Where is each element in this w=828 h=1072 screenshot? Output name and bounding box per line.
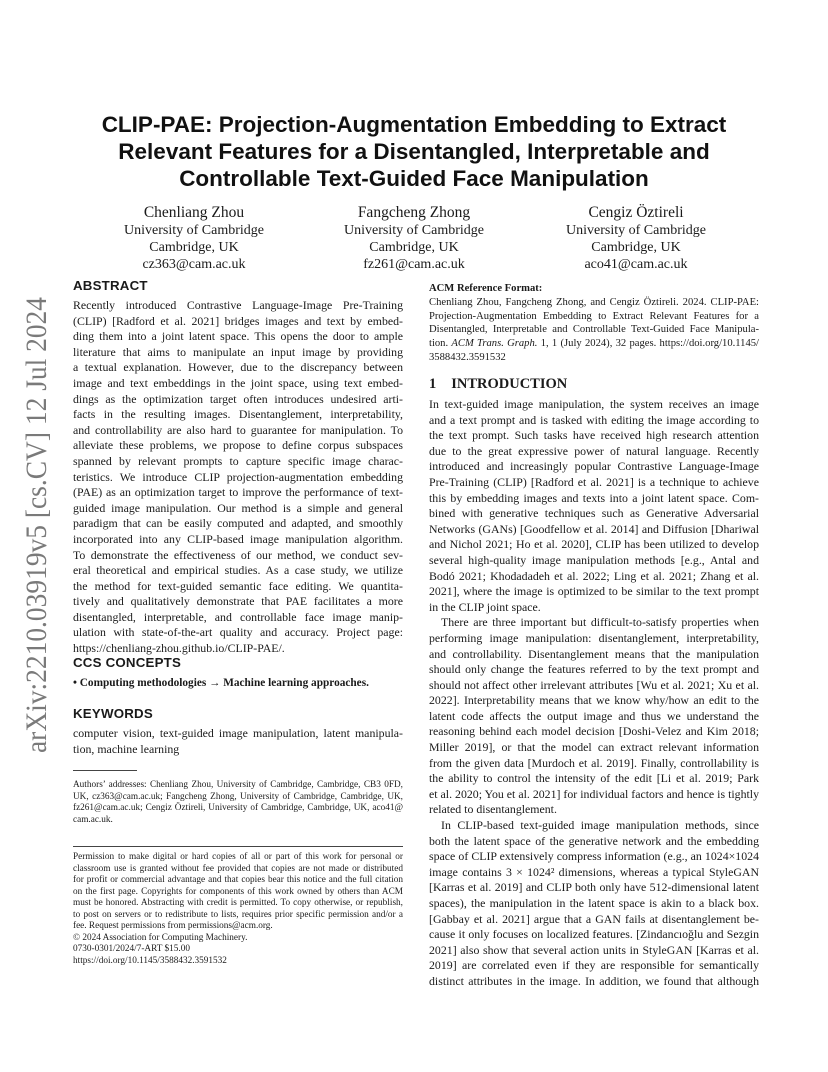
keywords-line: computer vision, text-guided image manipulation, latent manipula-: [73, 726, 403, 740]
abstract-line: and controllability are also hard to guarantee for manipulation. To: [73, 422, 403, 437]
abstract-line: facts in the resulting images. Disentanglement, interpretability,: [73, 407, 403, 422]
author-name: Fangcheng Zhong: [357, 204, 471, 221]
address-line: fz261@cam.ac.uk; Cengiz Öztireli, University of Cambridge, Cambridge, UK, aco41@: [73, 803, 403, 813]
intro-line: In text-guided image manipulation, the system receives an image: [429, 397, 759, 411]
abstract-line: (PAE) as an optimization target to improve the performance of text-: [73, 485, 403, 500]
acm-ref-doi-link[interactable]: 3588432.3591532: [429, 351, 506, 363]
abstract-line: guided image manipulation. Our method is a simple and general: [73, 500, 403, 515]
arxiv-id: arXiv:2210.03919v5 [cs.CV] 12 Jul 2024: [20, 295, 53, 753]
abstract-line: paradigm that can be easily computed and adapted, and smoothly: [73, 516, 403, 531]
title-line: Relevant Features for a Disentangled, Interpretable and: [118, 139, 710, 164]
permission-line: to post on servers or to redistribute to lists, requires prior specific permission and/or a: [73, 909, 403, 920]
intro-line: latent code affects the output image and thus we understand the: [429, 708, 759, 723]
intro-line: several high-quality image manipulation methods [e.g., Antal and: [429, 552, 759, 567]
abstract-line: Recently introduced Contrastive Language-Image Pre-Training: [73, 298, 403, 312]
author-block: [74, 203, 314, 273]
intro-line: related to disentanglement.: [429, 802, 557, 817]
author-affiliation: University of Cambridge: [124, 223, 264, 238]
address-line: UK, cz363@cam.ac.uk; Fangcheng Zhong, University of Cambridge, Cambridge, UK,: [73, 791, 403, 802]
keywords-heading: KEYWORDS: [73, 706, 153, 721]
intro-line: in the CLIP joint space.: [429, 599, 541, 614]
intro-line: 2021], where the image is optimized to be similar to the text prompt: [429, 584, 759, 599]
permission-notice: [73, 852, 403, 967]
arxiv-stamp: [8, 295, 60, 755]
author-location: Cambridge, UK: [591, 240, 681, 255]
acm-ref-text: 1, 1 (July 2024), 32 pages. https://doi.org/10.1145/: [537, 338, 760, 350]
intro-line: spaces), the manipulation in the latent space is akin to a black box.: [429, 896, 759, 910]
author-location: Cambridge, UK: [149, 240, 239, 255]
acm-ref-line: Disentangled, Interpretable and Controllable Text-Guided Face Manipula-: [429, 324, 759, 336]
acm-ref-line: Chenliang Zhou, Fangcheng Zhong, and Cengiz Öztireli. 2024. CLIP-PAE:: [429, 296, 759, 308]
intro-line: and Nichol 2021; Ho et al. 2020], CLIP has been utilized to develop: [429, 537, 759, 552]
intro-heading: [429, 377, 759, 393]
section-number: 1: [429, 376, 437, 392]
intro-line: should only change the features referred to by the text prompt and: [429, 662, 759, 677]
abstract-line: spanned by relevant prompts to capture specific image charac-: [73, 453, 403, 468]
abstract-heading: ABSTRACT: [73, 278, 148, 293]
intro-line: introduced and increasingly popular Contrastive Language-Image: [429, 459, 759, 474]
abstract-line: tively and qualitatively demonstrate that PAE facilitates a more: [73, 594, 403, 609]
abstract-line: disentangled, interpretable, and controllable face image manip-: [73, 609, 403, 624]
author-email[interactable]: cz363@cam.ac.uk: [142, 257, 246, 272]
section-title: INTRODUCTION: [451, 376, 568, 392]
intro-line: cause it only focuses on localized features. [Zindancıoğlu and Sezgin: [429, 927, 759, 942]
intro-line: should not affect other irrelevant attributes [Wu et al. 2021; Xu et al.: [429, 677, 759, 692]
paper-title: [70, 111, 758, 192]
intro-line: and controllability. Disentanglement means that the manipulation: [429, 646, 759, 661]
address-line: Authors’ addresses: Chenliang Zhou, University of Cambridge, Cambridge, CB3 0FD,: [73, 780, 403, 790]
intro-line: There are three important but difficult-to-satisfy properties when: [441, 615, 759, 630]
intro-line: Miller 2019], or that the model can extract relevant information: [429, 740, 759, 755]
abstract-line: To demonstrate the effectiveness of our method, we conduct sev-: [73, 547, 403, 562]
doi-link[interactable]: https://doi.org/10.1145/3588432.3591532: [73, 955, 227, 966]
acm-ref-line: [429, 337, 759, 351]
address-line: cam.ac.uk.: [73, 814, 113, 825]
intro-line: due to the great expressive power of natural language. Recently: [429, 443, 759, 458]
abstract-line: dings as the optimization target often introduces undesired arti-: [73, 391, 403, 406]
author-block: [516, 203, 756, 273]
intro-line: Pre-Training (CLIP) [Radford et al. 2021] is a technique to achieve: [429, 474, 759, 489]
abstract-line: a textual explanation. However, due to the discrepancy between: [73, 360, 403, 375]
abstract-line: incorporated into any CLIP-based image manipulation algorithm.: [73, 531, 403, 546]
permission-rule: [73, 846, 403, 847]
abstract-line: ulation with state-of-the-art quality and accuracy. Project page:: [73, 625, 403, 640]
abstract-line: eral theoretical and empirical studies. As a case study, we utilize: [73, 563, 403, 578]
price-line: 0730-0301/2024/7-ART $15.00: [73, 944, 190, 954]
intro-line: bined with generative techniques such as Generative Adversarial: [429, 506, 759, 521]
author-block: [294, 203, 534, 273]
intro-line: In CLIP-based text-guided image manipulation methods, since: [441, 818, 759, 833]
abstract-line: the method for text-guided semantic face editing. We quantita-: [73, 578, 403, 593]
journal-name: ACM Trans. Graph.: [451, 338, 538, 350]
acm-ref-heading: ACM Reference Format:: [429, 283, 543, 294]
acm-ref-text: tion.: [429, 338, 452, 350]
copyright-line: © 2024 Association for Computing Machinery.: [73, 932, 248, 943]
abstract-line: image and text embeddings in the joint space, using text embed-: [73, 375, 403, 390]
intro-line: Networks (GANs) [Goodfellow et al. 2014] and Diffusion [Dhariwal: [429, 521, 759, 536]
intro-line: [Karras et al. 2019] and CLIP both only have 512-dimensional latent: [429, 880, 759, 895]
intro-line: space of CLIP extensively compress information (e.g., an 1024×1024: [429, 849, 759, 864]
abstract-line: literature that aims to manipulate an input image by providing: [73, 344, 403, 359]
author-affiliation: University of Cambridge: [344, 223, 484, 238]
intro-line: both the latent space of the generative network and the embedding: [429, 833, 759, 848]
intro-line: 2021] also show that several action units in StyleGAN [Karras et al.: [429, 942, 759, 957]
permission-line: fee. Request permissions from permissions@acm.org.: [73, 921, 273, 931]
intro-line: 2019] are correlated even if they are responsible for semantically: [429, 958, 759, 973]
project-page-link[interactable]: https://chenliang-zhou.github.io/CLIP-PAE/.: [73, 641, 285, 656]
intro-line: the ability to control the intensity of the edit [Li et al. 2019; Park: [429, 771, 759, 786]
authors-addresses: [73, 780, 403, 826]
author-name: Cengiz Öztireli: [588, 204, 684, 221]
keywords-line: tion, machine learning: [73, 741, 180, 756]
abstract-line: teristics. We introduce CLIP projection-augmentation embedding: [73, 469, 403, 484]
intro-line: 2022]. Interpretability means that we know why/how an edit to the: [429, 693, 759, 708]
permission-line: for profit or commercial advantage and that copies bear this notice and the full citation: [73, 875, 403, 885]
keywords-body: [73, 726, 403, 757]
permission-line: on the first page. Copyrights for components of this work owned by others than ACM: [73, 886, 403, 897]
permission-line: classroom use is granted without fee provided that copies are not made or distributed: [73, 863, 403, 874]
intro-line: image contains 3 × 1024² dimensions, whereas a typical StyleGAN: [429, 864, 759, 879]
intro-line: distinct attributes in the image. In addition, we found that although: [429, 973, 759, 988]
abstract-line: ding them into a joint latent space. This opens the door to ample: [73, 329, 403, 344]
acm-reference: [429, 282, 759, 365]
intro-line: performing image manipulation: disentanglement, interpretability,: [429, 630, 759, 645]
abstract-body: [73, 298, 403, 657]
abstract-line: alleviate these problems, we propose to define corpus subspaces: [73, 438, 403, 453]
author-location: Cambridge, UK: [369, 240, 459, 255]
intro-body: [429, 397, 759, 990]
intro-line: reasoning behind each model decision [Doshi-Velez and Kim 2018;: [429, 724, 759, 739]
footnote-rule: [73, 770, 137, 771]
intro-line: this by embedding images and texts into a joint latent space. Com-: [429, 490, 759, 505]
author-affiliation: University of Cambridge: [566, 223, 706, 238]
abstract-line: (CLIP) [Radford et al. 2021] bridges images and text by embed-: [73, 313, 403, 328]
permission-line: must be honored. Abstracting with credit is permitted. To copy otherwise, or republish,: [73, 898, 403, 908]
intro-line: from the given data [Murdoch et al. 2019]. Finally, controllability is: [429, 755, 759, 770]
intro-line: and a text prompt and is tasked with editing the image according to: [429, 412, 759, 427]
author-email[interactable]: aco41@cam.ac.uk: [584, 257, 688, 272]
intro-line: [Gabbay et al. 2021] argue that a GAN fails at disentanglement be-: [429, 911, 759, 926]
intro-line: et al. 2020; You et al. 2021] for individual factors and hence is tightly: [429, 786, 759, 801]
title-line: CLIP-PAE: Projection-Augmentation Embedding to Extract: [101, 112, 727, 137]
title-line: Controllable Text-Guided Face Manipulation: [179, 166, 649, 191]
author-name: Chenliang Zhou: [143, 204, 245, 221]
author-email[interactable]: fz261@cam.ac.uk: [363, 257, 465, 272]
ccs-concepts: • Computing methodologies → Machine learning approaches.: [73, 677, 369, 689]
permission-line: Permission to make digital or hard copies of all or part of this work for personal or: [73, 852, 403, 862]
intro-line: Bodó 2021; Khodadadeh et al. 2022; Ling et al. 2021; Zhang et al.: [429, 568, 759, 583]
intro-line: the text prompt. Such tasks have received high research attention: [429, 428, 759, 443]
ccs-heading: CCS CONCEPTS: [73, 655, 182, 670]
acm-ref-line: Projection-Augmentation Embedding to Extract Relevant Features for a: [429, 310, 759, 322]
arxiv-stamp-graphic: [8, 295, 60, 755]
